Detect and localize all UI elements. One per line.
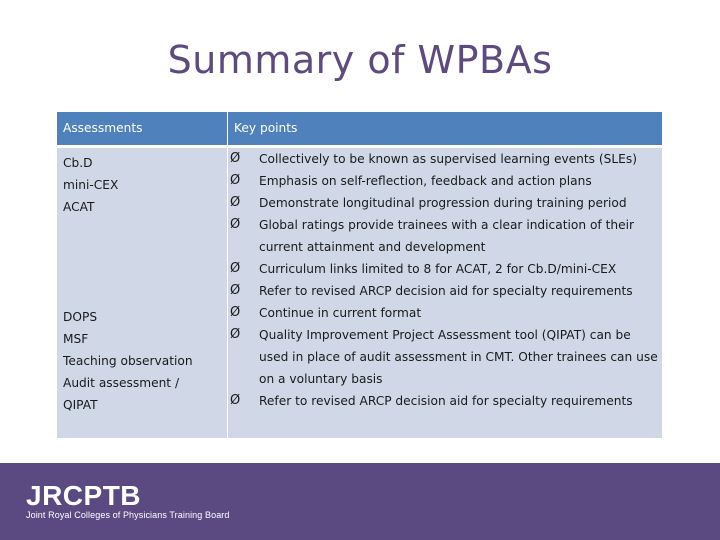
arrow-bullet-icon: Ø: [230, 151, 241, 166]
key-point-item: Ø Quality Improvement Project Assessment tool (QIPAT) can be used in place of audit assessment in CMT. Other trainees can use on a voluntary basis: [228, 324, 662, 390]
key-point-item: Ø Demonstrate longitudinal progression during training period: [228, 192, 662, 214]
key-point-item: Ø Curriculum links limited to 8 for ACAT, 2 for Cb.D/mini-CEX: [228, 258, 662, 280]
key-point-item: Ø Emphasis on self-reflection, feedback and action plans: [228, 170, 662, 192]
arrow-bullet-icon: Ø: [230, 195, 241, 210]
assessment-group-2: [63, 306, 193, 416]
key-point-item: Ø Refer to revised ARCP decision aid for specialty requirements: [228, 390, 662, 412]
arrow-bullet-icon: Ø: [230, 327, 241, 342]
assessment-item: Audit assessment /: [63, 376, 180, 390]
key-point-item: Ø Collectively to be known as supervised learning events (SLEs): [228, 148, 662, 170]
header-key-points: Key points: [228, 112, 663, 147]
key-points-list: [228, 148, 662, 412]
arrow-bullet-icon: Ø: [230, 393, 241, 408]
arrow-bullet-icon: Ø: [230, 173, 241, 188]
slide-title: Summary of WPBAs: [167, 38, 553, 82]
key-point-item: Ø Global ratings provide trainees with a clear indication of their current attainment and development: [228, 214, 662, 258]
assessment-item: ACAT: [63, 200, 95, 214]
assessment-item: DOPS: [63, 310, 98, 324]
header-assessments: Assessments: [57, 112, 228, 147]
assessment-item: mini-CEX: [63, 178, 119, 192]
assessment-group-1: [63, 152, 118, 218]
assessments-cell: [57, 147, 228, 439]
key-point-item: Ø Continue in current format: [228, 302, 662, 324]
logo-subtitle: Joint Royal Colleges of Physicians Training Board: [26, 510, 230, 520]
arrow-bullet-icon: Ø: [230, 283, 241, 298]
assessment-item: QIPAT: [63, 398, 98, 412]
jrcptb-logo: JRCPTB: [26, 480, 142, 511]
assessment-item: MSF: [63, 332, 89, 346]
key-point-item: Ø Refer to revised ARCP decision aid for specialty requirements: [228, 280, 662, 302]
wpba-table: [57, 112, 662, 438]
key-points-cell: [228, 147, 663, 439]
arrow-bullet-icon: Ø: [230, 261, 241, 276]
arrow-bullet-icon: Ø: [230, 217, 241, 232]
arrow-bullet-icon: Ø: [230, 305, 241, 320]
assessment-item: Teaching observation: [63, 354, 193, 368]
assessment-item: Cb.D: [63, 156, 93, 170]
